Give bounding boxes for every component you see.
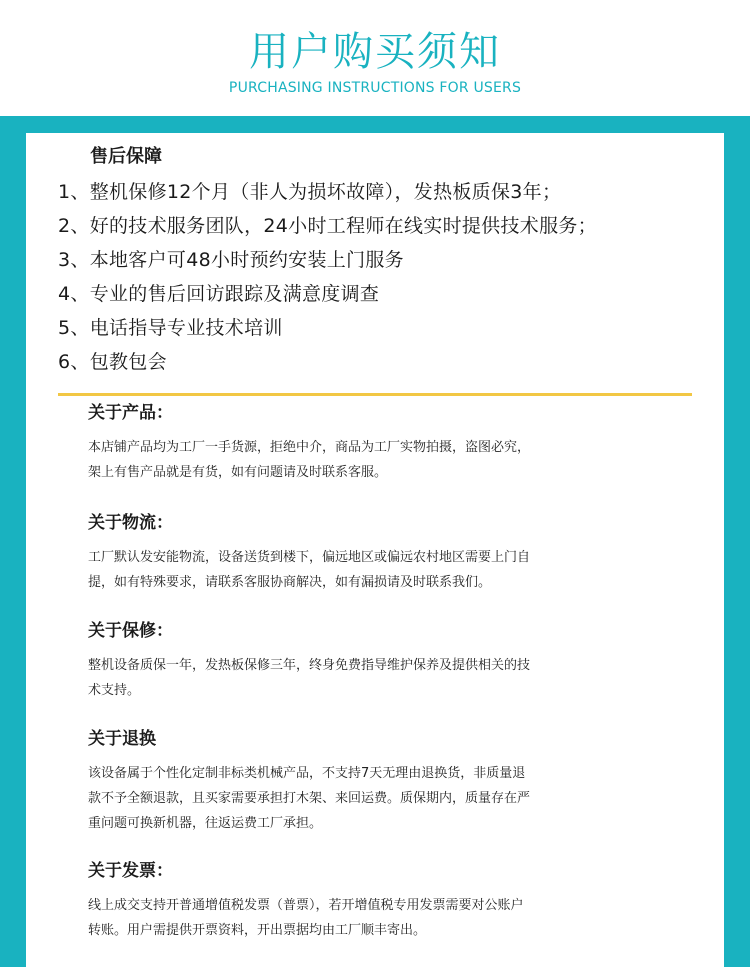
page-header — [0, 0, 750, 116]
section-returns — [88, 727, 658, 836]
section-repair-title: 关于保修： — [88, 621, 173, 641]
warranty-item-4: 4、专业的售后回访跟踪及满意度调查 — [58, 283, 380, 305]
page-title: 用户购买须知 — [249, 29, 501, 75]
section-invoice-body: 线上成交支持开普通增值税发票（普票），若开增值税专用发票需要对公账户 转账。用户需提供开票资料，开出票据均由工厂顺丰寄出。 — [88, 898, 524, 938]
section-logistics-body: 工厂默认发安能物流，设备送货到楼下，偏远地区或偏远农村地区需要上门自 提，如有特殊要求，请联系客服协商解决，如有漏损请及时联系我们。 — [88, 550, 531, 590]
warranty-item-2: 2、好的技术服务团队，24小时工程师在线实时提供技术服务； — [58, 215, 597, 237]
section-product — [88, 401, 658, 485]
section-product-body: 本店铺产品均为工厂一手货源，拒绝中介，商品为工厂实物拍摄，盗图必究， 架上有售产品就是有货，如有问题请及时联系客服。 — [88, 440, 531, 480]
warranty-item-1: 1、整机保修12个月（非人为损坏故障），发热板质保3年； — [58, 181, 562, 203]
warranty-item-3: 3、本地客户可48小时预约安装上门服务 — [58, 249, 404, 271]
section-logistics — [88, 511, 658, 595]
page-subtitle: PURCHASING INSTRUCTIONS FOR USERS — [228, 80, 522, 96]
section-repair-body: 整机设备质保一年，发热板保修三年，终身免费指导维护保养及提供相关的技 术支持。 — [88, 658, 531, 698]
section-returns-body: 该设备属于个性化定制非标类机械产品，不支持7天无理由退换货，非质量退 款不予全额退款，且买家需要承担打木架、来回运费。质保期内，质量存在严 重问题可换新机器，往返运费工厂承担。 — [88, 766, 531, 831]
warranty-title: 售后保障 — [90, 146, 162, 167]
section-invoice-title: 关于发票： — [88, 861, 173, 881]
section-invoice — [88, 859, 658, 943]
warranty-item-6: 6、包教包会 — [58, 351, 167, 373]
section-product-title: 关于产品： — [88, 403, 173, 423]
section-divider — [58, 393, 692, 396]
section-logistics-title: 关于物流： — [88, 513, 173, 533]
warranty-item-5: 5、电话指导专业技术培训 — [58, 317, 283, 339]
section-returns-title: 关于退换 — [88, 729, 156, 749]
notice-card — [26, 133, 724, 967]
section-warranty-repair — [88, 619, 658, 703]
warranty-list — [58, 175, 597, 379]
